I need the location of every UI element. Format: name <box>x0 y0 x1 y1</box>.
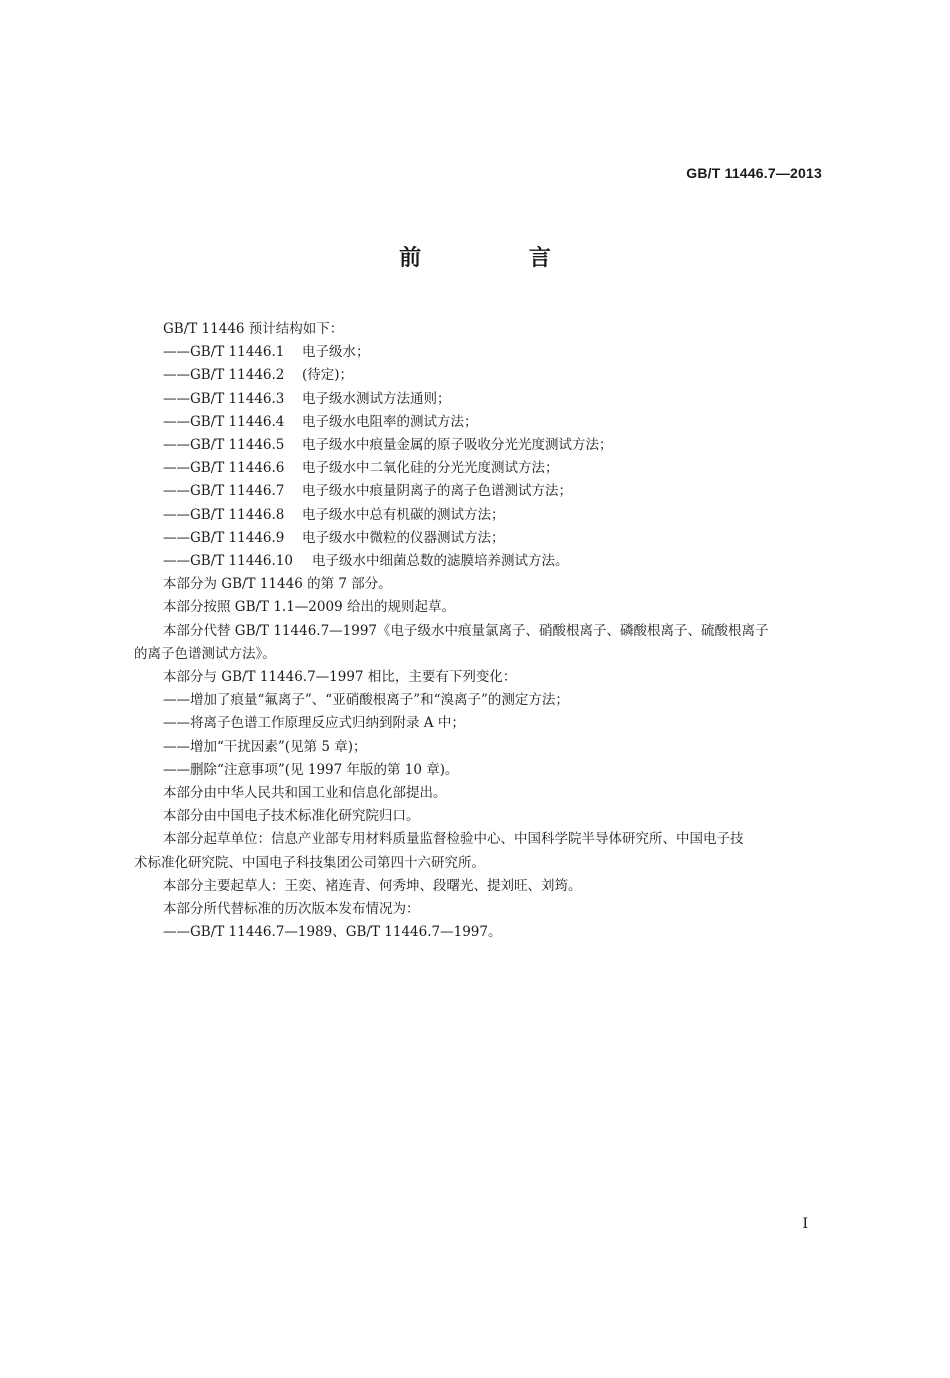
structure-intro: GB/T 11446 预计结构如下： <box>163 321 344 337</box>
list-item: ——GB/T 11446.1 电子级水； <box>163 344 370 361</box>
page-title: 前 言 <box>399 246 601 271</box>
paragraph-replaces-continued: 的离子色谱测试方法》。 <box>134 645 276 662</box>
paragraph-history-list: ——GB/T 11446.7—1989、GB/T 11446.7—1997。 <box>163 924 502 941</box>
paragraph-history-intro: 本部分所代替标准的历次版本发布情况为： <box>163 901 420 918</box>
page-number: I <box>802 1216 808 1232</box>
paragraph-part-number: 本部分为 GB/T 11446 的第 7 部分。 <box>163 576 392 593</box>
list-item: ——GB/T 11446.3 电子级水测试方法通则； <box>163 390 451 407</box>
paragraph-drafting-rules: 本部分按照 GB/T 1.1—2009 给出的规则起草。 <box>163 599 455 616</box>
list-item: ——增加“干扰因素”(见第 5 章)； <box>163 738 367 755</box>
list-item: ——GB/T 11446.10 电子级水中细菌总数的滤膜培养测试方法。 <box>163 553 569 570</box>
paragraph-drafting-units: 本部分起草单位：信息产业部专用材料质量监督检验中心、中国科学院半导体研究所、中国电子技 <box>163 831 744 848</box>
paragraph-drafting-units-continued: 术标准化研究院、中国电子科技集团公司第四十六研究所。 <box>134 854 485 871</box>
list-item: ——GB/T 11446.4 电子级水电阻率的测试方法； <box>163 413 478 430</box>
list-item: ——GB/T 11446.8 电子级水中总有机碳的测试方法； <box>163 506 505 523</box>
paragraph-changes-intro: 本部分与 GB/T 11446.7—1997 相比，主要有下列变化： <box>163 669 517 686</box>
foreword-body <box>134 318 823 944</box>
paragraph-drafters: 本部分主要起草人：王奕、褚连青、何秀坤、段曙光、提刘旺、刘筠。 <box>163 877 582 894</box>
paragraph-replaces: 本部分代替 GB/T 11446.7—1997《电子级水中痕量氯离子、硝酸根离子、磷酸根离子、硫酸根离子 <box>163 622 769 639</box>
list-item: ——增加了痕量“氟离子”、“亚硝酸根离子”和“溴离子”的测定方法； <box>163 692 569 709</box>
paragraph-proposed-by: 本部分由中华人民共和国工业和信息化部提出。 <box>163 785 447 802</box>
changes-list <box>163 689 823 782</box>
paragraph-centralized-by: 本部分由中国电子技术标准化研究院归口。 <box>163 808 420 825</box>
list-item: ——GB/T 11446.6 电子级水中二氧化硅的分光光度测试方法； <box>163 460 559 477</box>
list-item: ——将离子色谱工作原理反应式归纳到附录 A 中； <box>163 715 465 732</box>
parts-list <box>163 341 823 573</box>
list-item: ——GB/T 11446.9 电子级水中微粒的仪器测试方法； <box>163 529 505 546</box>
list-item: ——删除“注意事项”(见 1997 年版的第 10 章)。 <box>163 761 459 778</box>
list-item: ——GB/T 11446.5 电子级水中痕量金属的原子吸收分光光度测试方法； <box>163 437 613 454</box>
standard-code-header: GB/T 11446.7—2013 <box>686 165 822 181</box>
list-item: ——GB/T 11446.2 (待定)； <box>163 367 354 384</box>
list-item: ——GB/T 11446.7 电子级水中痕量阴离子的离子色谱测试方法； <box>163 483 572 500</box>
